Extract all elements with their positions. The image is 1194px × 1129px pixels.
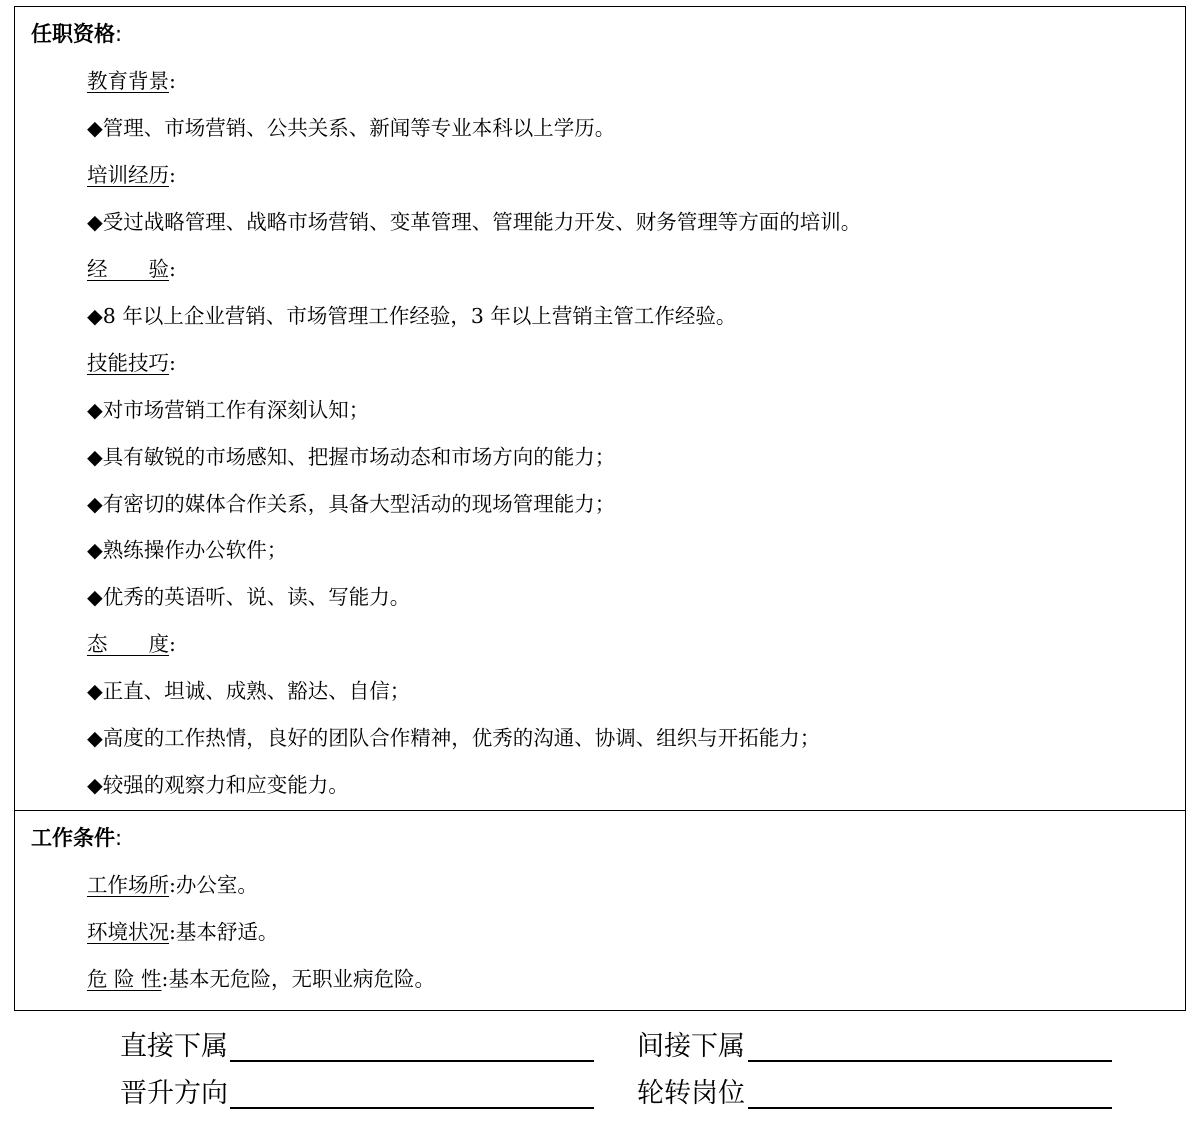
education-heading	[87, 68, 176, 94]
education-label: 教育背景	[87, 69, 169, 93]
environment-label: 环境状况	[87, 920, 169, 944]
training-item: ◆受过战略管理、战略市场营销、变革管理、管理能力开发、财务管理等方面的培训。	[87, 210, 862, 234]
skills-heading	[87, 350, 176, 376]
education-colon: :	[169, 69, 176, 93]
attitude-item: ◆正直、坦诚、成熟、豁达、自信；	[87, 679, 411, 703]
qualifications-section	[14, 6, 1186, 811]
attitude-item: ◆较强的观察力和应变能力。	[87, 773, 349, 797]
environment-row	[87, 919, 278, 945]
workplace-row	[87, 872, 258, 898]
hazard-row	[87, 966, 435, 992]
rotation-position-label: 轮转岗位	[637, 1078, 745, 1109]
skills-item: ◆熟练操作办公软件；	[87, 538, 288, 562]
hazard-value: :基本无危险，无职业病危险。	[161, 967, 435, 991]
workplace-label: 工作场所	[87, 873, 169, 897]
qualifications-title-text: 任职资格	[31, 22, 115, 46]
training-label: 培训经历	[87, 163, 169, 187]
attitude-colon: :	[169, 632, 176, 656]
skills-item: ◆优秀的英语听、说、读、写能力。	[87, 585, 411, 609]
conditions-title-text: 工作条件	[31, 826, 115, 850]
conditions-title	[31, 825, 122, 851]
indirect-subordinates-label: 间接下属	[637, 1031, 745, 1062]
training-colon: :	[169, 163, 176, 187]
direct-subordinates-label: 直接下属	[120, 1031, 228, 1062]
attitude-item: ◆高度的工作热情，良好的团队合作精神，优秀的沟通、协调、组织与开拓能力；	[87, 726, 821, 750]
environment-value: :基本舒适。	[169, 920, 279, 944]
promotion-path-label: 晋升方向	[120, 1078, 228, 1109]
experience-label: 经 验	[87, 257, 169, 281]
conditions-section	[14, 810, 1186, 1011]
attitude-heading	[87, 631, 176, 657]
promotion-path-field[interactable]	[230, 1107, 594, 1109]
conditions-title-colon: :	[115, 826, 123, 850]
indirect-subordinates-field[interactable]	[748, 1060, 1112, 1062]
direct-subordinates-field[interactable]	[230, 1060, 594, 1062]
workplace-value: :办公室。	[169, 873, 258, 897]
experience-item: ◆8 年以上企业营销、市场管理工作经验，3 年以上营销主管工作经验。	[87, 304, 737, 328]
qualifications-title-colon: :	[115, 22, 123, 46]
training-heading	[87, 162, 176, 188]
experience-colon: :	[169, 257, 176, 281]
attitude-label: 态 度	[87, 632, 169, 656]
experience-heading	[87, 256, 176, 282]
education-item: ◆管理、市场营销、公共关系、新闻等专业本科以上学历。	[87, 116, 616, 140]
skills-item: ◆对市场营销工作有深刻认知；	[87, 398, 370, 422]
skills-label: 技能技巧	[87, 351, 169, 375]
qualifications-title	[31, 21, 122, 47]
skills-item: ◆具有敏锐的市场感知、把握市场动态和市场方向的能力；	[87, 445, 616, 469]
rotation-position-field[interactable]	[748, 1107, 1112, 1109]
skills-colon: :	[169, 351, 176, 375]
skills-item: ◆有密切的媒体合作关系，具备大型活动的现场管理能力；	[87, 492, 616, 516]
hazard-label: 危 险 性	[87, 967, 162, 991]
